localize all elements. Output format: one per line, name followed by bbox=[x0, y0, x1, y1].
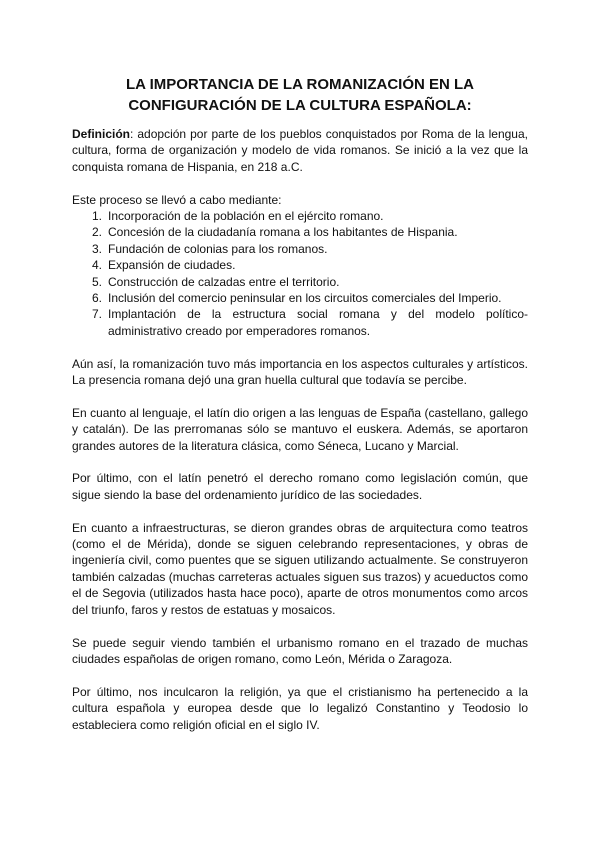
paragraph-urbanism: Se puede seguir viendo también el urbanismo romano en el trazado de muchas ciudades españolas de origen romano, como León, Mérida o Zaragoza. bbox=[72, 635, 528, 666]
paragraph-religion: Por último, nos inculcaron la religión, ya que el cristianismo ha pertenecido a la cultura española y europea desde que lo legalizó Constantino y Teodosio lo estableciera como religión oficial en el siglo IV. bbox=[72, 684, 528, 732]
list-item: Expansión de ciudades. bbox=[108, 258, 236, 273]
process-list bbox=[72, 208, 528, 339]
definition-paragraph bbox=[72, 126, 528, 175]
paragraph-infrastructure: En cuanto a infraestructuras, se dieron grandes obras de arquitectura como teatros (como el de Mérida), donde se siguen celebrando representaciones, y obras de ingeniería civil, como puentes que se siguen utilizando actualmente. Se construyeron también calzadas (muchas carreteras actuales siguen sus trazos) y acueductos como el de Segovia (utilizados hasta hace poco), aparte de otros monumentos como arcos del triunfo, faros y restos de estatuas y mosaicos. bbox=[72, 520, 528, 617]
list-item: Incorporación de la población en el ejército romano. bbox=[108, 209, 384, 224]
definition-label: Definición bbox=[72, 127, 131, 141]
definition-text: : adopción por parte de los pueblos conquistados por Roma de la lengua, cultura, forma de organización y modelo de vida romanos. Se inició a la vez que la conquista romana de Hispania, en 218 a.C. bbox=[72, 127, 528, 174]
document-body bbox=[72, 126, 528, 749]
list-item: Inclusión del comercio peninsular en los circuitos comerciales del Imperio. bbox=[108, 291, 502, 306]
paragraph-culture: Aún así, la romanización tuvo más importancia en los aspectos culturales y artísticos. La presencia romana dejó una gran huella cultural que todavía se percibe. bbox=[72, 356, 528, 388]
list-item: Concesión de la ciudadanía romana a los habitantes de Hispania. bbox=[108, 225, 458, 240]
process-intro: Este proceso se llevó a cabo mediante: bbox=[72, 192, 282, 207]
page-title bbox=[60, 74, 540, 116]
title-line-1: LA IMPORTANCIA DE LA ROMANIZACIÓN EN LA bbox=[125, 76, 475, 93]
list-item: Fundación de colonias para los romanos. bbox=[108, 241, 328, 256]
paragraph-law: Por último, con el latín penetró el derecho romano como legislación común, que sigue siendo la base del ordenamiento jurídico de las sociedades. bbox=[72, 471, 528, 502]
list-item: Implantación de la estructura social romana y del modelo político-administrativo creado por emperadores romanos. bbox=[108, 307, 528, 338]
list-item: Construcción de calzadas entre el territorio. bbox=[108, 274, 340, 289]
title-line-2: CONFIGURACIÓN DE LA CULTURA ESPAÑOLA: bbox=[128, 97, 472, 114]
paragraph-language: En cuanto al lenguaje, el latín dio origen a las lenguas de España (castellano, gallego y catalán). De las prerromanas sólo se mantuvo el euskera. Además, se aportaron grandes autores de la literatura clásica, como Séneca, Lucano y Marcial. bbox=[72, 405, 528, 453]
